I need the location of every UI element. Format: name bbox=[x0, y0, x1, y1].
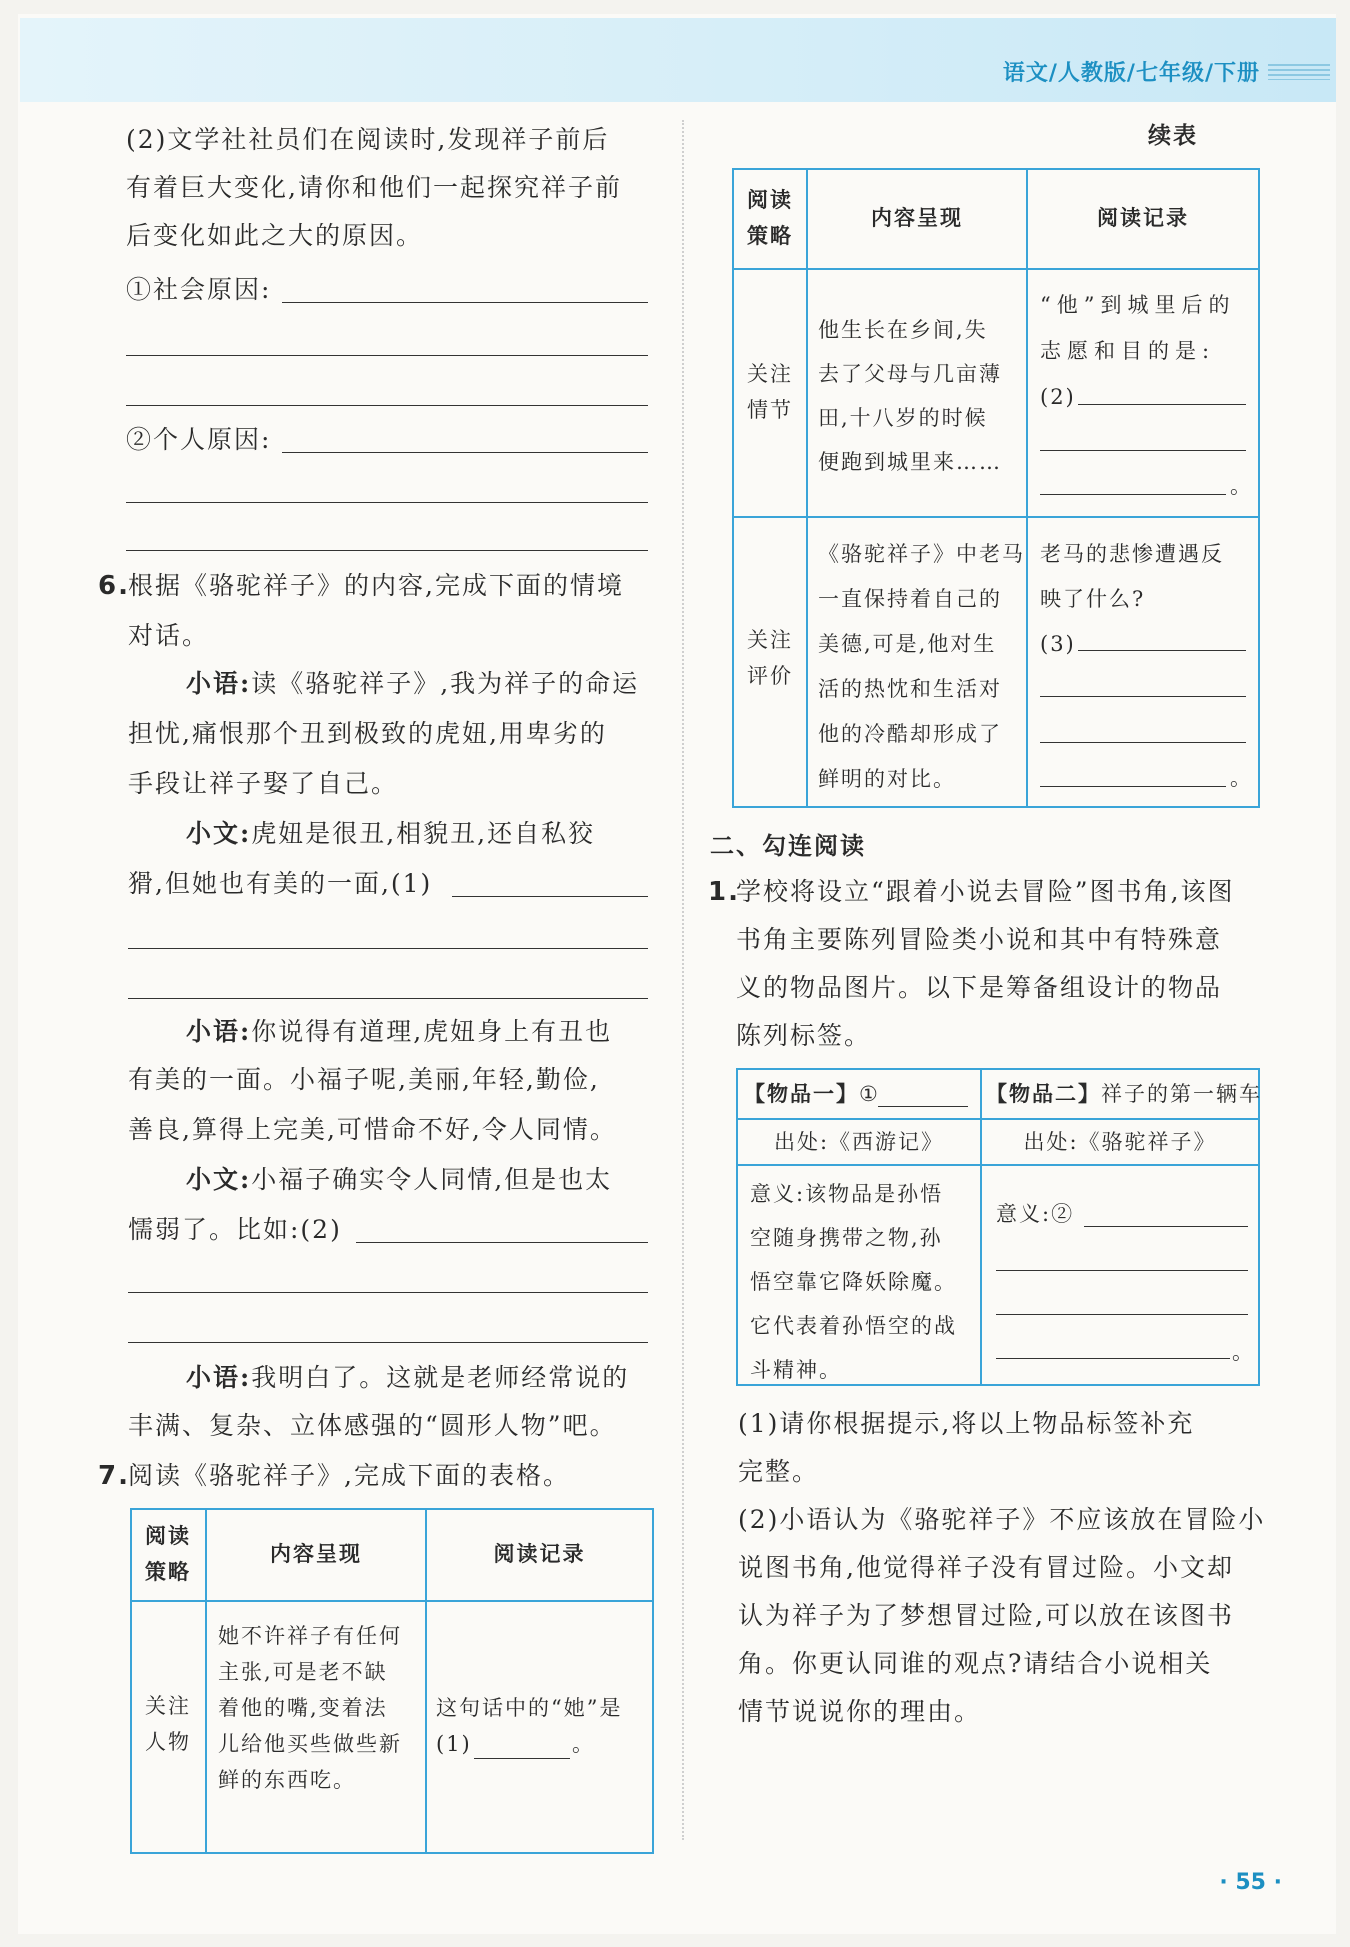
answer-line[interactable] bbox=[996, 1358, 1230, 1359]
q6-prompt: 对话。 bbox=[128, 621, 210, 650]
social-reason-label: ①社会原因: bbox=[126, 275, 272, 304]
source-cell: 出处:《西游记》 bbox=[773, 1130, 945, 1154]
dialogue-text: 担忧,痛恨那个丑到极致的虎妞,用卑劣的 bbox=[128, 719, 607, 748]
answer-line[interactable] bbox=[1078, 650, 1246, 651]
dialogue-text: 手段让祥子娶了自己。 bbox=[128, 769, 399, 798]
dialogue-text: 我明白了。这就是老师经常说的 bbox=[251, 1363, 630, 1392]
answer-line[interactable] bbox=[356, 1242, 648, 1243]
dialogue-text: 小福子确实令人同情,但是也太 bbox=[251, 1165, 613, 1194]
speaker-label: 小文: bbox=[186, 819, 252, 848]
q1-prompt: 学校将设立“跟着小说去冒险”图书角,该图 bbox=[736, 877, 1235, 906]
q1-prompt: 陈列标签。 bbox=[736, 1021, 872, 1050]
dialogue-text: 猾,但她也有美的一面,(1) bbox=[128, 869, 433, 898]
q5-2-line: 后变化如此之大的原因。 bbox=[126, 221, 424, 250]
q5-2-line: 有着巨大变化,请你和他们一起探究祥子前 bbox=[126, 173, 622, 202]
page-number: · 55 · bbox=[1219, 1870, 1282, 1895]
answer-line[interactable] bbox=[128, 998, 648, 999]
answer-line[interactable] bbox=[452, 896, 648, 897]
dialogue-text: 丰满、复杂、立体感强的“圆形人物”吧。 bbox=[128, 1411, 617, 1440]
answer-line[interactable] bbox=[474, 1758, 570, 1759]
record-end: 。 bbox=[1232, 1340, 1255, 1364]
answer-line[interactable] bbox=[128, 1292, 648, 1293]
header-decoration bbox=[1268, 64, 1330, 80]
continued-label: 续表 bbox=[1148, 123, 1198, 149]
answer-line[interactable] bbox=[1040, 742, 1246, 743]
header-content: 内容呈现 bbox=[270, 1542, 362, 1566]
sub-question: (2)小语认为《骆驼祥子》不应该放在冒险小 bbox=[738, 1505, 1266, 1534]
sub-question: 说图书角,他觉得祥子没有冒过险。小文却 bbox=[738, 1553, 1234, 1582]
answer-line[interactable] bbox=[282, 302, 648, 303]
answer-line[interactable] bbox=[1040, 696, 1246, 697]
sub-question: 情节说说你的理由。 bbox=[738, 1697, 982, 1726]
dialogue-text: 虎妞是很丑,相貌丑,还自私狡 bbox=[251, 819, 596, 848]
strategy-cell: 关注 评价 bbox=[747, 628, 793, 688]
question-number: 1. bbox=[708, 877, 740, 907]
header-strategy: 阅读 策略 bbox=[747, 188, 793, 248]
record-cell: 这句话中的“她”是 (1) bbox=[436, 1696, 623, 1756]
answer-line[interactable] bbox=[1040, 786, 1226, 787]
answer-line[interactable] bbox=[996, 1270, 1248, 1271]
content-cell: 他生长在乡间,失 去了父母与几亩薄 田,十八岁的时候 便跑到城里来…… bbox=[818, 318, 1002, 474]
answer-line[interactable] bbox=[128, 948, 648, 949]
q5-2-line: (2)文学社社员们在阅读时,发现祥子前后 bbox=[126, 125, 610, 154]
strategy-cell: 关注 人物 bbox=[145, 1694, 191, 1754]
answer-line[interactable] bbox=[282, 452, 648, 453]
answer-line[interactable] bbox=[1084, 1226, 1248, 1227]
meaning-cell: 意义:该物品是孙悟 空随身携带之物,孙 悟空靠它降妖除魔。 它代表着孙悟空的战 斗精神。 bbox=[750, 1182, 957, 1382]
answer-line[interactable] bbox=[878, 1106, 968, 1107]
answer-line[interactable] bbox=[126, 405, 648, 406]
header-content: 内容呈现 bbox=[871, 206, 963, 230]
column-divider bbox=[682, 120, 684, 1840]
meaning-cell: 意义:② bbox=[996, 1202, 1075, 1226]
sub-question: 完整。 bbox=[738, 1457, 820, 1486]
header-title: 语文/人教版/七年级/下册 bbox=[1002, 61, 1260, 86]
answer-line[interactable] bbox=[126, 550, 648, 551]
table-row-line bbox=[736, 1118, 1260, 1120]
item2-title-cell: 【物品二】祥子的第一辆车 bbox=[986, 1082, 1262, 1106]
table-col-line bbox=[980, 1068, 982, 1386]
q1-prompt: 书角主要陈列冒险类小说和其中有特殊意 bbox=[736, 925, 1223, 954]
answer-line[interactable] bbox=[1078, 404, 1246, 405]
header-strategy: 阅读 策略 bbox=[145, 1524, 191, 1584]
header-record: 阅读记录 bbox=[493, 1542, 586, 1566]
answer-line[interactable] bbox=[996, 1314, 1248, 1315]
answer-line[interactable] bbox=[1040, 450, 1246, 451]
answer-line[interactable] bbox=[1040, 494, 1226, 495]
record-end: 。 bbox=[1230, 474, 1253, 498]
content-cell: 《骆驼祥子》中老马 一直保持着自己的 美德,可是,他对生 活的热忱和生活对 他的冷酷却形成了 鲜明的对比。 bbox=[818, 542, 1025, 791]
q7-prompt: 阅读《骆驼祥子》,完成下面的表格。 bbox=[128, 1461, 570, 1490]
q6-prompt: 根据《骆驼祥子》的内容,完成下面的情境 bbox=[128, 571, 624, 600]
content-cell: 她不许祥子有任何 主张,可是老不缺 着他的嘴,变着法 儿给他买些做些新 鲜的东西吃。 bbox=[218, 1624, 402, 1792]
table-col-line bbox=[806, 168, 808, 808]
question-number: 7. bbox=[98, 1461, 130, 1491]
answer-line[interactable] bbox=[126, 502, 648, 503]
table-row-line bbox=[130, 1600, 654, 1602]
record-end: 。 bbox=[1230, 766, 1253, 790]
sub-question: 角。你更认同谁的观点?请结合小说相关 bbox=[738, 1649, 1213, 1678]
sub-question: 认为祥子为了梦想冒过险,可以放在该图书 bbox=[738, 1601, 1234, 1630]
record-end: 。 bbox=[572, 1732, 595, 1756]
record-cell: 老马的悲惨遭遇反 映了什么? (3) bbox=[1040, 542, 1224, 656]
speaker-label: 小语: bbox=[186, 1363, 252, 1392]
dialogue-text: 你说得有道理,虎妞身上有丑也 bbox=[251, 1017, 613, 1046]
sub-question: (1)请你根据提示,将以上物品标签补充 bbox=[738, 1409, 1195, 1438]
answer-line[interactable] bbox=[128, 1342, 648, 1343]
table-row-line bbox=[732, 268, 1260, 270]
table-col-line bbox=[1026, 168, 1028, 808]
q1-prompt: 义的物品图片。以下是筹备组设计的物品 bbox=[736, 973, 1223, 1002]
dialogue-text: 善良,算得上完美,可惜命不好,令人同情。 bbox=[128, 1115, 617, 1144]
question-number: 6. bbox=[98, 571, 130, 601]
answer-line[interactable] bbox=[126, 355, 648, 356]
dialogue-text: 读《骆驼祥子》,我为祥子的命运 bbox=[251, 669, 640, 698]
dialogue-text: 懦弱了。比如:(2) bbox=[128, 1215, 342, 1244]
speaker-label: 小语: bbox=[186, 669, 252, 698]
personal-reason-label: ②个人原因: bbox=[126, 425, 272, 454]
table-row-line bbox=[736, 1164, 1260, 1166]
speaker-label: 小语: bbox=[186, 1017, 252, 1046]
record-cell: “他”到城里后的 志愿和目的是: (2) bbox=[1040, 293, 1236, 409]
section-heading: 二、勾连阅读 bbox=[710, 832, 866, 860]
dialogue-text: 有美的一面。小福子呢,美丽,年轻,勤俭, bbox=[128, 1065, 600, 1094]
item1-title-cell: 【物品一】① bbox=[744, 1082, 880, 1106]
speaker-label: 小文: bbox=[186, 1165, 252, 1194]
table-row-line bbox=[732, 516, 1260, 518]
source-cell: 出处:《骆驼祥子》 bbox=[1023, 1130, 1217, 1154]
header-record: 阅读记录 bbox=[1097, 206, 1189, 230]
strategy-cell: 关注 情节 bbox=[747, 362, 793, 422]
